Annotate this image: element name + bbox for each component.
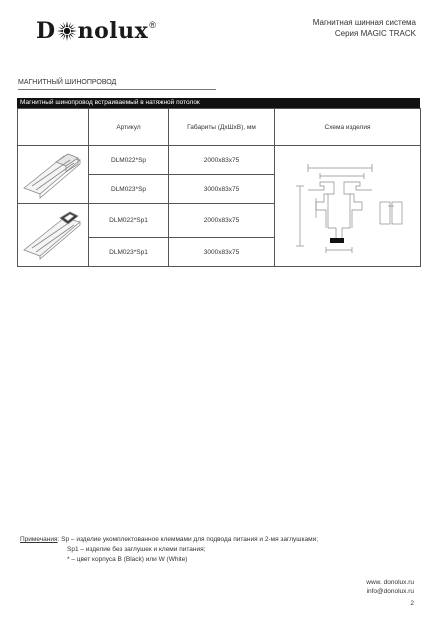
track-sp1-image (20, 208, 86, 260)
donolux-logo (36, 18, 156, 44)
dims-cell: 3000x83x75 (169, 175, 275, 204)
notes-block (20, 535, 420, 565)
spec-table (17, 108, 421, 267)
footer-site-link[interactable]: www. donolux.ru (366, 579, 414, 586)
note-text-1: : Sp – изделие укомплектованное клеммами для подвода питания и 2-мя заглушками; (57, 536, 319, 543)
track-sp-image (20, 148, 86, 200)
section-divider (18, 89, 216, 90)
note-line-3: * – цвет корпуса B (Black) или W (White) (67, 556, 188, 563)
section-title: МАГНИТНЫЙ ШИНОПРОВОД (18, 79, 117, 86)
image-header (18, 109, 89, 146)
footer-contacts (366, 578, 414, 596)
footer-email-link[interactable]: info@donolux.ru (366, 588, 414, 595)
article-cell: DLM022*Sp1 (89, 204, 169, 238)
scheme-header: Схема изделия (275, 109, 421, 146)
header-system-title: Магнитная шинная система (312, 18, 416, 27)
header-right (313, 17, 416, 39)
article-cell: DLM023*Sp1 (89, 238, 169, 267)
page-number: 2 (410, 600, 414, 607)
product-bar: Магнитный шинопровод встраиваемый в натяжной потолок (17, 98, 420, 108)
article-cell: DLM023*Sp (89, 175, 169, 204)
dims-cell: 3000x83x75 (169, 238, 275, 267)
profile-drawing (278, 146, 418, 264)
dims-cell: 2000x83x75 (169, 146, 275, 175)
note-line-1 (20, 535, 420, 545)
product-image-sp (18, 146, 89, 204)
note-label: Примечания (20, 536, 58, 543)
scheme-cell (275, 146, 421, 267)
logo-letter-d: D (36, 18, 56, 44)
registered-mark: ® (149, 20, 157, 30)
dims-header: Габариты (ДхШхВ), мм (169, 109, 275, 146)
note-line-2: Sp1 – изделие без заглушек и клеми питания; (67, 546, 206, 553)
header-series-title: Серия MAGIC TRACK (334, 29, 416, 38)
logo-text: nolux (77, 18, 149, 44)
product-image-sp1 (18, 204, 89, 267)
sun-logo-icon (57, 21, 77, 41)
dims-cell: 2000x83x75 (169, 204, 275, 238)
table-row (18, 146, 421, 175)
table-header-row (18, 109, 421, 146)
article-header: Артикул (89, 109, 169, 146)
article-cell: DLM022*Sp (89, 146, 169, 175)
